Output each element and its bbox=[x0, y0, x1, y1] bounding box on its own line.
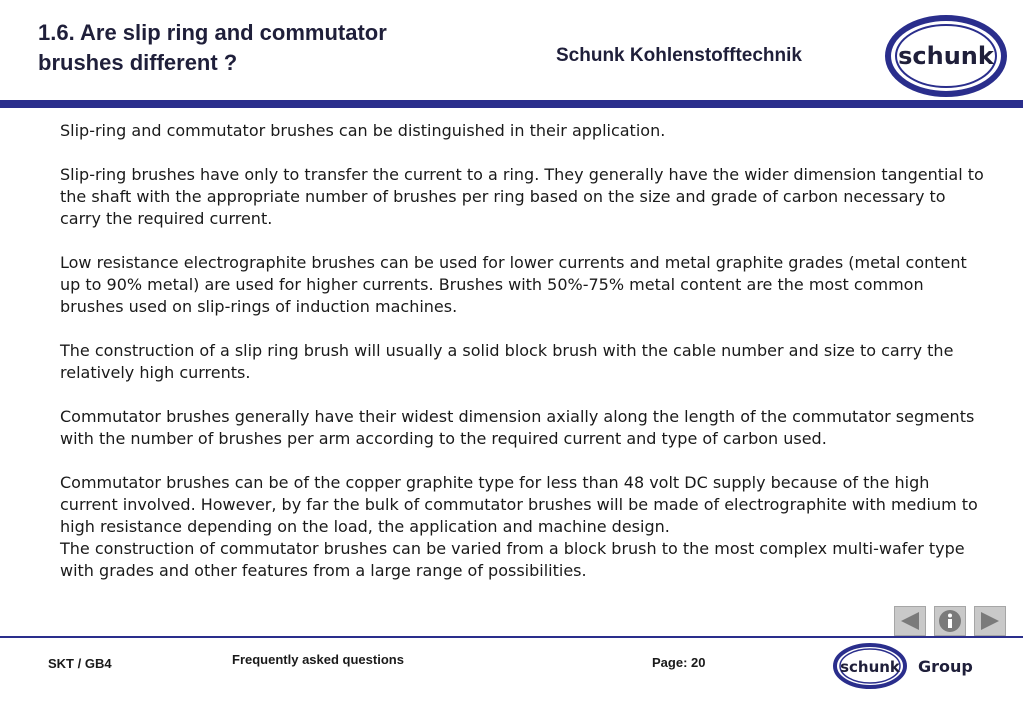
schunk-logo-icon bbox=[884, 14, 1008, 98]
info-icon bbox=[935, 607, 965, 635]
paragraph: The construction of commutator brushes can be varied from a block brush to the most complex multi-wafer type with grades and other features from a large range of possibilities. bbox=[60, 539, 965, 580]
paragraph: Slip-ring and commutator brushes can be distinguished in their application. bbox=[60, 121, 666, 140]
slide-title-line-2: brushes different ? bbox=[38, 50, 238, 75]
schunk-group-logo-icon bbox=[832, 642, 982, 690]
schunk-logo-text: schunk bbox=[840, 658, 900, 676]
previous-slide-button[interactable] bbox=[894, 606, 926, 636]
arrow-right-icon bbox=[975, 607, 1005, 635]
slide-title-line-1: 1.6. Are slip ring and commutator bbox=[38, 20, 387, 45]
page-number: Page: 20 bbox=[652, 655, 706, 670]
arrow-left-icon bbox=[895, 607, 925, 635]
paragraph: Slip-ring brushes have only to transfer the current to a ring. They generally have the wider dimension tangential to the shaft with the appropriate number of brushes per ring based on the size and grade of carbon necessary to carry the required current. bbox=[60, 165, 984, 228]
slide-body bbox=[60, 120, 990, 582]
paragraph: Low resistance electrographite brushes can be used for lower currents and metal graphite grades (metal content up to 90% metal) are used for higher currents. Brushes with 50%-75% metal content are the most common brushes used on slip-rings of induction machines. bbox=[60, 253, 967, 316]
footer-section: Frequently asked questions bbox=[232, 652, 404, 667]
footer-divider bbox=[0, 636, 1023, 638]
paragraph: Commutator brushes can be of the copper graphite type for less than 48 volt DC supply because of the high current involved. However, by far the bulk of commutator brushes will be made of electrographite with medium to high resistance depending on the load, the application and machine design. bbox=[60, 473, 978, 536]
group-label: Group bbox=[918, 657, 973, 676]
footer-code: SKT / GB4 bbox=[48, 656, 112, 671]
slide-title bbox=[38, 18, 498, 78]
header-divider bbox=[0, 100, 1023, 108]
next-slide-button[interactable] bbox=[974, 606, 1006, 636]
schunk-logo-text: schunk bbox=[898, 42, 994, 70]
paragraph: The construction of a slip ring brush will usually a solid block brush with the cable number and size to carry the relatively high currents. bbox=[60, 341, 954, 382]
paragraph: Commutator brushes generally have their widest dimension axially along the length of the commutator segments with the number of brushes per arm according to the required current and type of carbon used. bbox=[60, 407, 975, 448]
company-name: Schunk Kohlenstofftechnik bbox=[556, 45, 802, 66]
info-button[interactable] bbox=[934, 606, 966, 636]
